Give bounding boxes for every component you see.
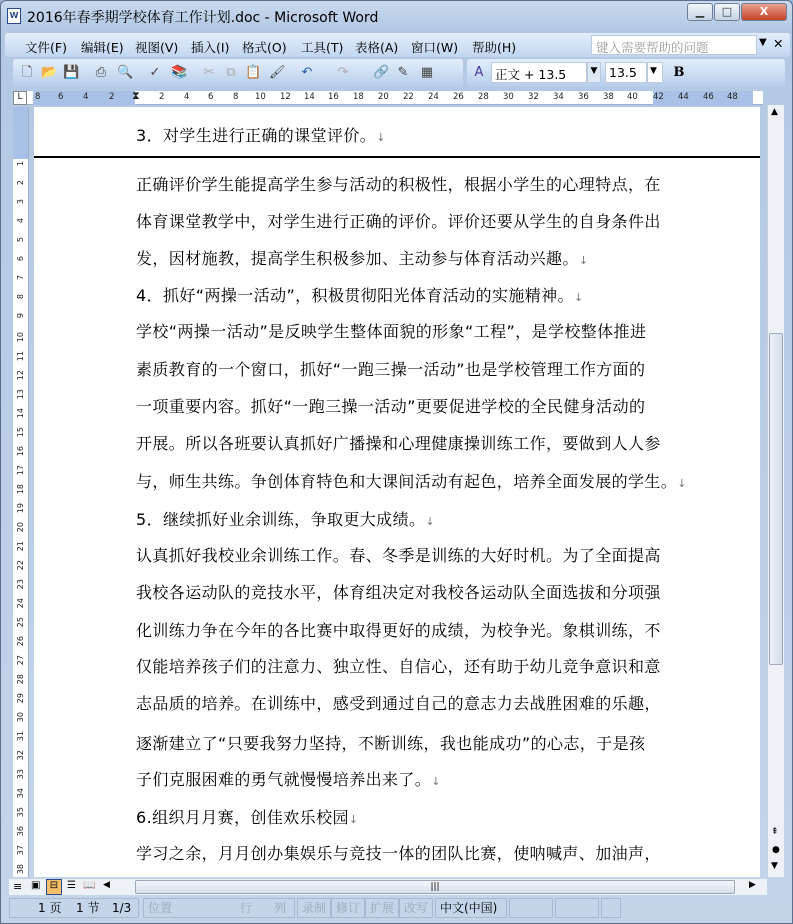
ruler-tick: 24 bbox=[428, 92, 439, 102]
status-position-label: 位置 bbox=[148, 901, 173, 915]
minimize-button[interactable]: ▁ bbox=[687, 3, 713, 21]
ruler-tick: 4 bbox=[83, 92, 89, 102]
maximize-button[interactable]: □ bbox=[714, 3, 740, 21]
print-preview-icon[interactable]: 🔍 bbox=[117, 65, 134, 80]
line-text: 开展。所以各班要认真抓好广播操和心理健康操训练工作，要做到人人参 bbox=[136, 434, 661, 453]
bold-button[interactable]: B bbox=[673, 65, 685, 80]
vruler-tick: 25 bbox=[16, 617, 25, 628]
line-text: 子们克服困难的勇气就慢慢培养出来了。 bbox=[136, 770, 432, 789]
vruler-tick: 8 bbox=[16, 294, 25, 300]
status-language[interactable]: 中文(中国) bbox=[435, 898, 507, 918]
vruler-tick: 35 bbox=[16, 807, 25, 818]
menu-file[interactable]: 文件(F) bbox=[25, 40, 67, 55]
menu-table[interactable]: 表格(A) bbox=[355, 40, 399, 55]
ruler-tick: 34 bbox=[553, 92, 564, 102]
horizontal-scrollbar[interactable] bbox=[9, 879, 767, 895]
document-line[interactable] bbox=[136, 654, 661, 677]
status-page: 1 页 bbox=[38, 901, 62, 915]
ruler-tick: 8 bbox=[35, 92, 41, 102]
vruler-tick: 18 bbox=[16, 484, 25, 495]
line-text: 化训练力争在今年的各比赛中取得更好的成绩，为校争光。象棋训练，不 bbox=[136, 621, 661, 640]
paragraph-mark: ↓ bbox=[677, 477, 687, 490]
vruler-tick: 26 bbox=[16, 636, 25, 647]
document-line[interactable] bbox=[136, 841, 661, 864]
vruler-tick: 37 bbox=[16, 845, 25, 856]
document-line[interactable] bbox=[136, 209, 661, 232]
save-icon[interactable]: 💾 bbox=[63, 65, 80, 80]
status-position bbox=[143, 898, 295, 918]
document-line[interactable] bbox=[136, 319, 646, 342]
vruler-tick: 2 bbox=[16, 180, 25, 186]
vruler-tick: 19 bbox=[16, 503, 25, 514]
vruler-tick: 17 bbox=[16, 465, 25, 476]
paragraph-mark: ↓ bbox=[578, 254, 589, 267]
vruler-tick: 30 bbox=[16, 712, 25, 723]
word-doc-icon: W bbox=[7, 8, 21, 24]
document-line[interactable] bbox=[136, 283, 584, 306]
status-empty bbox=[555, 898, 599, 918]
ruler-tick: 18 bbox=[353, 92, 364, 102]
document-line[interactable] bbox=[136, 618, 661, 641]
menu-format[interactable]: 格式(O) bbox=[242, 40, 287, 55]
paste-icon[interactable]: 📋 bbox=[245, 65, 262, 80]
vruler-tick: 15 bbox=[16, 427, 25, 438]
scroll-down-icon[interactable]: ▼ bbox=[771, 861, 778, 871]
document-line[interactable] bbox=[136, 543, 661, 566]
status-col: 列 bbox=[274, 901, 287, 915]
formatting-toolbar bbox=[467, 59, 785, 87]
scroll-right-icon[interactable]: ▶ bbox=[749, 880, 756, 890]
vruler-tick: 7 bbox=[16, 275, 25, 281]
scroll-left-icon[interactable]: ◀ bbox=[103, 880, 110, 890]
hyperlink-icon[interactable]: 🔗 bbox=[373, 65, 390, 80]
document-line[interactable] bbox=[136, 767, 441, 790]
redo-icon[interactable]: ↷ bbox=[337, 65, 349, 80]
ruler-tick: 28 bbox=[478, 92, 489, 102]
line-text: 体育课堂教学中，对学生进行正确的评价。评价还要从学生的自身条件出 bbox=[136, 212, 661, 231]
line-text: 志品质的培养。在训练中，感受到通过自己的意志力去战胜困难的乐趣， bbox=[136, 694, 661, 713]
status-section: 1 节 bbox=[76, 901, 100, 915]
line-text: 逐渐建立了“只要我努力坚持，不断训练，我也能成功”的心志，于是孩 bbox=[136, 734, 646, 753]
horizontal-scroll-thumb[interactable]: ||| bbox=[135, 880, 735, 894]
ruler-tick: 2 bbox=[159, 92, 165, 102]
ruler-tick: 12 bbox=[280, 92, 291, 102]
vruler-tick: 23 bbox=[16, 579, 25, 590]
help-search-input[interactable]: 键入需要帮助的问题 bbox=[591, 35, 757, 55]
indent-marker[interactable]: ⧗ bbox=[132, 89, 140, 102]
title-bar bbox=[1, 1, 792, 31]
menu-help[interactable]: 帮助(H) bbox=[472, 40, 517, 55]
print-layout-view-icon[interactable]: ⊟ bbox=[46, 879, 62, 895]
ruler-tick: 8 bbox=[233, 92, 239, 102]
status-pages: 1/3 bbox=[112, 901, 132, 915]
research-icon[interactable]: 📚 bbox=[171, 65, 188, 80]
vruler-tick: 11 bbox=[16, 351, 25, 362]
vertical-scrollbar[interactable] bbox=[767, 105, 784, 877]
line-text: 一项重要内容。抓好“一跑三操一活动”更要促进学校的全民健身活动的 bbox=[136, 397, 646, 416]
document-line[interactable] bbox=[136, 805, 359, 828]
line-text: 6.组织月月赛，创佳欢乐校园 bbox=[136, 808, 349, 827]
vruler-tick: 20 bbox=[16, 522, 25, 533]
horizontal-ruler[interactable] bbox=[13, 91, 763, 105]
menu-window[interactable]: 窗口(W) bbox=[411, 40, 459, 55]
tables-borders-icon[interactable]: ✎ bbox=[397, 65, 409, 80]
vruler-tick: 22 bbox=[16, 560, 25, 571]
status-ext[interactable]: 扩展 bbox=[365, 898, 399, 918]
line-text: 正确评价学生能提高学生参与活动的积极性，根据小学生的心理特点，在 bbox=[136, 175, 661, 194]
vruler-tick: 12 bbox=[16, 370, 25, 381]
paragraph-mark: ↓ bbox=[425, 515, 436, 528]
cut-icon[interactable]: ✂ bbox=[203, 65, 215, 80]
status-ovr[interactable]: 改写 bbox=[399, 898, 433, 918]
style-select[interactable]: 正文 + 13.5 bbox=[491, 62, 587, 83]
ruler-tick: 6 bbox=[208, 92, 214, 102]
document-line[interactable] bbox=[136, 580, 661, 603]
line-text: 4．抓好“两操一活动”，积极贯彻阳光体育活动的实施精神。 bbox=[136, 286, 574, 305]
vruler-tick: 10 bbox=[16, 332, 25, 343]
menu-tools[interactable]: 工具(T) bbox=[301, 40, 344, 55]
vruler-tick: 4 bbox=[16, 218, 25, 224]
ruler-tick: 16 bbox=[328, 92, 339, 102]
paragraph-mark: ↓ bbox=[376, 131, 386, 144]
vruler-tick: 21 bbox=[16, 541, 25, 552]
web-view-icon[interactable]: ▣ bbox=[31, 880, 41, 891]
document-line[interactable] bbox=[136, 172, 661, 195]
menu-edit[interactable]: 编辑(E) bbox=[81, 40, 124, 55]
menu-view[interactable]: 视图(V) bbox=[135, 40, 179, 55]
help-dropdown-icon[interactable]: ▼ bbox=[759, 37, 767, 48]
vruler-tick: 33 bbox=[16, 769, 25, 780]
vruler-tick: 38 bbox=[16, 864, 25, 875]
line-text: 我校各运动队的竞技水平，体育组决定对我校各运动队全面选拔和分项强 bbox=[136, 583, 661, 602]
browse-object-icon[interactable]: ● bbox=[772, 845, 780, 855]
vruler-tick: 36 bbox=[16, 826, 25, 837]
document-page[interactable] bbox=[34, 107, 760, 877]
line-text: 认真抓好我校业余训练工作。春、冬季是训练的大好时机。为了全面提高 bbox=[136, 546, 661, 565]
ruler-tick: 40 bbox=[627, 92, 638, 102]
ruler-tick: 2 bbox=[109, 92, 115, 102]
paragraph-mark: ↓ bbox=[573, 291, 584, 304]
document-line[interactable] bbox=[136, 357, 645, 380]
ruler-tick: 46 bbox=[703, 92, 714, 102]
ruler-tick: 4 bbox=[184, 92, 190, 102]
vruler-tick: 14 bbox=[16, 408, 25, 419]
line-text: 学习之余，月月创办集娱乐与竞技一体的团队比赛，使呐喊声、加油声， bbox=[136, 844, 661, 863]
status-line: 行 bbox=[240, 901, 253, 915]
status-trk[interactable]: 修订 bbox=[331, 898, 365, 918]
copy-icon[interactable]: ⧉ bbox=[226, 65, 236, 80]
document-line[interactable] bbox=[136, 691, 661, 714]
document-line[interactable] bbox=[136, 507, 435, 530]
close-doc-icon[interactable]: ✕ bbox=[773, 36, 784, 51]
vruler-tick: 29 bbox=[16, 693, 25, 704]
window-title: 2016年春季期学校体育工作计划.doc - Microsoft Word bbox=[27, 10, 379, 26]
styles-icon[interactable]: A bbox=[474, 65, 484, 80]
prev-page-icon[interactable]: ⇞ bbox=[771, 827, 779, 837]
vruler-tick: 1 bbox=[16, 161, 25, 167]
vruler-tick: 3 bbox=[16, 199, 25, 205]
document-line[interactable] bbox=[136, 246, 588, 269]
status-page-info bbox=[9, 898, 139, 918]
vruler-tick: 32 bbox=[16, 750, 25, 761]
vruler-tick: 9 bbox=[16, 313, 25, 319]
ruler-tick: 14 bbox=[304, 92, 315, 102]
ruler-tick: 22 bbox=[403, 92, 414, 102]
ruler-tick: 30 bbox=[503, 92, 514, 102]
vruler-tick: 34 bbox=[16, 788, 25, 799]
status-empty bbox=[509, 898, 553, 918]
status-bar bbox=[9, 898, 779, 918]
insert-table-icon[interactable]: ▦ bbox=[420, 65, 434, 80]
ruler-tick: 6 bbox=[58, 92, 64, 102]
ruler-tick: 36 bbox=[578, 92, 589, 102]
scroll-up-icon[interactable]: ▲ bbox=[771, 107, 778, 117]
vertical-scroll-thumb[interactable] bbox=[769, 333, 783, 665]
ruler-tick: 10 bbox=[255, 92, 266, 102]
status-empty bbox=[601, 898, 621, 918]
reading-view-icon[interactable]: 📖 bbox=[83, 880, 96, 891]
vruler-tick: 24 bbox=[16, 598, 25, 609]
line-text: 学校“两操一活动”是反映学生整体面貌的形象“工程”，是学校整体推进 bbox=[136, 322, 647, 341]
document-line[interactable] bbox=[136, 469, 687, 492]
ruler-tick: 44 bbox=[678, 92, 689, 102]
ruler-tick: 32 bbox=[528, 92, 539, 102]
open-icon[interactable]: 📂 bbox=[41, 65, 58, 80]
line-text: 素质教育的一个窗口，抓好“一跑三操一活动”也是学校管理工作方面的 bbox=[136, 360, 646, 379]
new-icon[interactable]: 🗋 bbox=[21, 65, 33, 80]
line-text: 与，师生共练。争创体育特色和大课间活动有起色，培养全面发展的学生。 bbox=[136, 472, 678, 491]
ruler-tick: 48 bbox=[727, 92, 738, 102]
ruler-tick: 26 bbox=[453, 92, 464, 102]
format-painter-icon[interactable]: 🖌 bbox=[269, 65, 286, 80]
vruler-tick: 13 bbox=[16, 389, 25, 400]
line-text: 仅能培养孩子们的注意力、独立性、自信心，还有助于幼儿竞争意识和意 bbox=[136, 657, 661, 676]
standard-toolbar bbox=[13, 59, 463, 87]
document-line[interactable] bbox=[136, 731, 645, 754]
undo-icon[interactable]: ↶ bbox=[301, 65, 313, 80]
outline-view-icon[interactable]: ☰ bbox=[67, 880, 76, 891]
page-boundary bbox=[34, 156, 760, 158]
menu-bar bbox=[5, 33, 790, 57]
font-size-select[interactable]: 13.5 bbox=[605, 62, 647, 83]
document-line[interactable] bbox=[136, 394, 645, 417]
tab-selector[interactable]: L bbox=[13, 91, 27, 105]
vertical-ruler[interactable] bbox=[13, 107, 29, 877]
vruler-tick: 31 bbox=[16, 731, 25, 742]
document-line[interactable] bbox=[136, 123, 386, 146]
ruler-tick: 20 bbox=[378, 92, 389, 102]
vruler-tick: 16 bbox=[16, 446, 25, 457]
line-text: 5．继续抓好业余训练，争取更大成绩。 bbox=[136, 510, 426, 529]
paragraph-mark: ↓ bbox=[348, 813, 359, 826]
print-icon[interactable]: ⎙ bbox=[95, 65, 107, 80]
line-text: 3．对学生进行正确的课堂评价。 bbox=[136, 126, 377, 145]
close-button[interactable]: X bbox=[741, 3, 787, 21]
normal-view-icon[interactable]: ≡ bbox=[13, 880, 23, 893]
spelling-icon[interactable]: ✓ bbox=[149, 65, 161, 80]
vruler-tick: 27 bbox=[16, 655, 25, 666]
status-rec[interactable]: 录制 bbox=[297, 898, 331, 918]
paragraph-mark: ↓ bbox=[431, 775, 441, 788]
vruler-tick: 5 bbox=[16, 237, 25, 243]
style-dropdown-icon[interactable]: ▼ bbox=[587, 62, 601, 83]
ruler-tick: 38 bbox=[603, 92, 614, 102]
line-text: 发，因材施教，提高学生积极参加、主动参与体育活动兴趣。 bbox=[136, 249, 579, 268]
menu-insert[interactable]: 插入(I) bbox=[191, 40, 230, 55]
ruler-tick: 42 bbox=[653, 92, 664, 102]
vruler-tick: 6 bbox=[16, 256, 25, 262]
size-dropdown-icon[interactable]: ▼ bbox=[647, 62, 663, 83]
document-line[interactable] bbox=[136, 431, 661, 454]
vruler-tick: 28 bbox=[16, 674, 25, 685]
